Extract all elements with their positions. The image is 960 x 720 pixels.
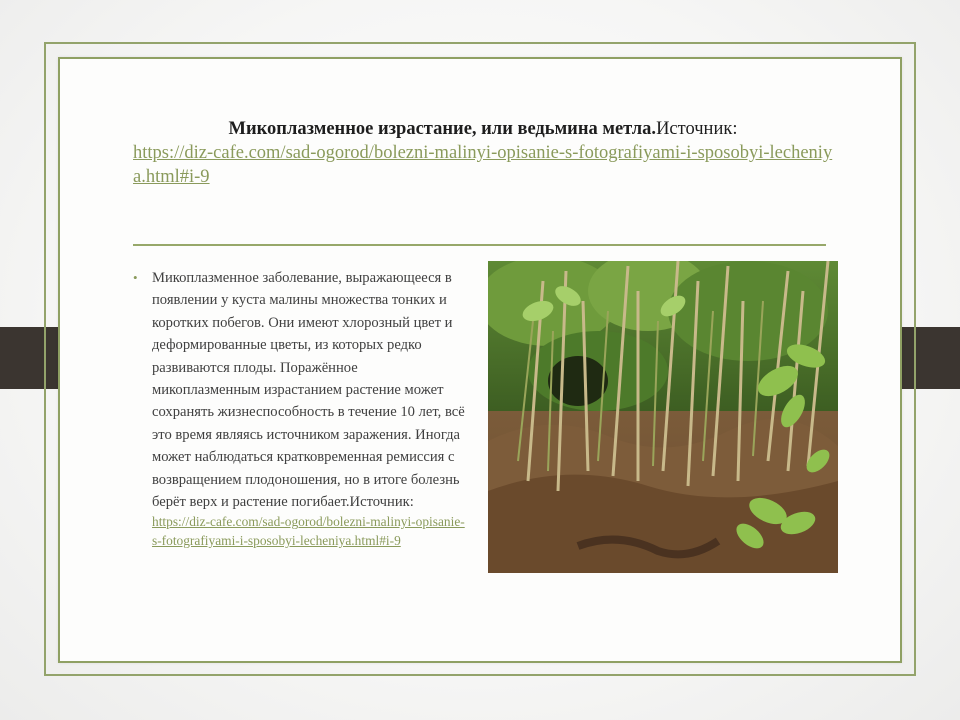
body-source-link[interactable]: https://diz-cafe.com/sad-ogorod/bolezni-malinyi-opisanie-s-fotografiyami-i-sposobyi-lecheniya.html#i-9: [152, 514, 465, 548]
title-source-label: Источник:: [656, 119, 738, 139]
bullet-icon: •: [133, 270, 138, 285]
raspberry-photo: [488, 261, 838, 573]
title-bold-text: Микоплазменное израстание, или ведьмина метла.: [228, 119, 657, 139]
photo-illustration: [488, 261, 838, 573]
title-divider: [133, 244, 826, 246]
title-source-link[interactable]: https://diz-cafe.com/sad-ogorod/bolezni-malinyi-opisanie-s-fotografiyami-i-sposobyi-lecheniya.html#i-9: [133, 143, 833, 187]
slide-title: [133, 117, 833, 189]
body-paragraph: [152, 267, 467, 550]
body-text: Микоплазменное заболевание, выражающееся в появлении у куста малины множества тонких и коротких побегов. Они имеют хлорозный цвет и деформированные цветы, из которых редко развиваются плоды. Поражённое микоплазменным израстанием растение может сохранять жизнеспособность в течение 10 лет, всё это время являясь источником заражения. Иногда может наблюдаться кратковременная ремиссия с возвращением плодоношения, но в итоге болезнь берёт верх и растение погибает.Источник:: [152, 270, 465, 511]
